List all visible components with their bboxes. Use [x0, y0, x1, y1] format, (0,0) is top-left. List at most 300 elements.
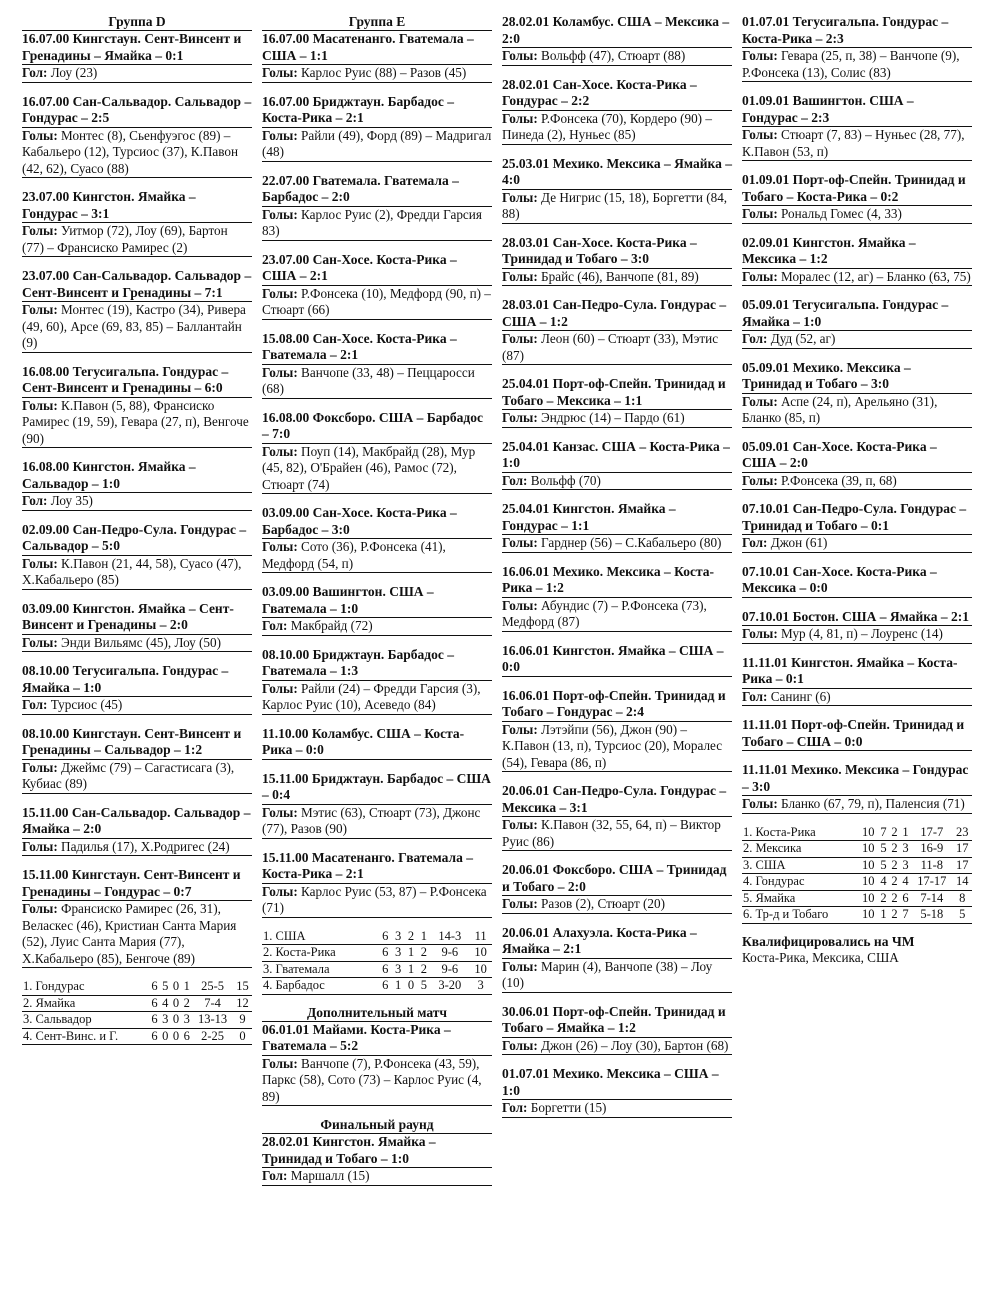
match-heading: 01.07.01 Тегусигальпа. Гондурас – Коста-Рика – 2:3 [742, 14, 972, 48]
match-goals [502, 535, 732, 553]
match-entry [502, 688, 732, 773]
team-name: 3. Гватемала [262, 961, 379, 978]
match-goals [742, 127, 972, 161]
stat-cell: 2 [878, 890, 889, 907]
goals-label: Голы: [262, 65, 298, 80]
goals-text: Разов (2), Стюарт (20) [541, 896, 665, 911]
match-entry [502, 77, 732, 145]
match-goals [22, 223, 252, 257]
team-name: 1. США [262, 929, 379, 945]
goals-label: Голы: [22, 127, 58, 143]
match-goals [742, 331, 972, 349]
match-entry [262, 31, 492, 83]
match-goals [22, 65, 252, 83]
goals-label: Гол: [742, 535, 768, 550]
match-heading: 25.04.01 Кингстон. Ямайка – Гондурас – 1:1 [502, 501, 732, 535]
goals-text: Вольфф (70) [530, 472, 601, 488]
goals-text: Рональд Гомес (4, 33) [781, 206, 902, 221]
team-name: 2. Мексика [742, 841, 859, 858]
goals-label: Голы: [742, 127, 778, 142]
match-goals [262, 884, 492, 918]
goals-text: Карлос Руис (53, 87) – Р.Фонсека (71) [262, 883, 487, 915]
match-goals [502, 1100, 732, 1118]
stat-cell: 10 [859, 907, 878, 924]
match-heading: 23.07.00 Кингстон. Ямайка – Гондурас – 3:1 [22, 189, 252, 223]
goals-label: Голы: [22, 223, 58, 238]
goals-label: Голы: [742, 626, 778, 641]
match-goals [742, 626, 972, 644]
column-4 [742, 14, 972, 967]
stat-cell: 3 [392, 945, 405, 962]
stat-cell: 17-17 [911, 874, 953, 891]
goals-label: Голы: [502, 410, 538, 425]
match-heading: 16.07.00 Сан-Сальвадор. Сальвадор – Гондурас – 2:5 [22, 94, 252, 128]
match-goals [742, 473, 972, 491]
stat-cell: 5 [878, 841, 889, 858]
match-goals [502, 959, 732, 993]
match-entry [742, 717, 972, 751]
match-entry [262, 331, 492, 399]
stat-cell: 2 [889, 907, 900, 924]
match-goals [262, 1168, 492, 1186]
stat-cell: 6 [149, 1012, 160, 1029]
match-entry [502, 376, 732, 428]
goals-label: Голы: [262, 680, 298, 696]
goals-text: Леон (60) – Стюарт (33), Мэтис (87) [502, 331, 719, 363]
stat-cell: 5 [417, 978, 430, 995]
match-goals [502, 473, 732, 491]
stat-cell: 2 [889, 841, 900, 858]
match-heading: 20.06.01 Фоксборо. США – Тринидад и Тобаго – 2:0 [502, 862, 732, 896]
stat-cell: 10 [859, 841, 878, 858]
match-heading: 16.06.01 Кингстон. Ямайка – США – 0:0 [502, 643, 732, 677]
match-entry [502, 783, 732, 851]
match-heading: 25.04.01 Порт-оф-Спейн. Тринидад и Тобаго – Мексика – 1:1 [502, 376, 732, 410]
match-goals [502, 111, 732, 145]
stat-cell: 0 [171, 1028, 182, 1045]
match-goals [742, 206, 972, 224]
match-heading: 22.07.00 Гватемала. Гватемала – Барбадос – 2:0 [262, 173, 492, 207]
match-heading: 02.09.01 Кингстон. Ямайка – Мексика – 1:2 [742, 235, 972, 269]
team-name: 1. Коста-Рика [742, 825, 859, 841]
standings-row [742, 874, 972, 891]
goals-text: Джеймс (79) – Сагастисага (3), Кубиас (89) [22, 759, 235, 791]
match-heading: 30.06.01 Порт-оф-Спейн. Тринидад и Тобаго – Ямайка – 1:2 [502, 1004, 732, 1038]
stat-cell: 2 [889, 890, 900, 907]
goals-text: Поуп (14), Макбрайд (28), Мур (45, 82), О'Брайен (46), Рамос (72), Стюарт (74) [262, 443, 476, 492]
goals-label: Голы: [742, 393, 778, 409]
match-entry [262, 505, 492, 573]
match-entry [22, 726, 252, 794]
match-entry [262, 252, 492, 320]
team-name: 3. США [742, 857, 859, 874]
goals-label: Голы: [502, 1037, 538, 1053]
goals-text: Мэтис (63), Стюарт (73), Джонс (77), Разов (90) [262, 804, 481, 836]
stat-cell: 3 [160, 1012, 171, 1029]
standings-row [742, 907, 972, 924]
match-entry [22, 364, 252, 449]
stat-cell: 14-3 [430, 929, 469, 945]
match-goals [262, 681, 492, 715]
match-heading: 16.07.00 Бриджтаун. Барбадос – Коста-Рика – 2:1 [262, 94, 492, 128]
match-entry [22, 663, 252, 715]
match-heading: 28.02.01 Кингстон. Ямайка – Тринидад и Тобаго – 1:0 [262, 1134, 492, 1168]
goals-text: Карлос Руис (88) – Разов (45) [301, 65, 467, 80]
match-heading: 16.08.00 Кингстон. Ямайка – Сальвадор – 1:0 [22, 459, 252, 493]
stat-cell: 3 [469, 978, 492, 995]
goals-text: Падилья (17), Х.Родригес (24) [61, 838, 230, 854]
match-entry [742, 360, 972, 428]
match-goals [502, 331, 732, 365]
goals-text: К.Павон (21, 44, 58), Суасо (47), Х.Кабальеро (85) [22, 555, 242, 587]
stat-cell: 10 [859, 890, 878, 907]
stat-cell: 5-18 [911, 907, 953, 924]
goals-label: Голы: [742, 796, 778, 811]
stat-cell: 9-6 [430, 945, 469, 962]
goals-text: Райли (24) – Фредди Гарсия (3), Карлос Руис (10), Асеведо (84) [262, 680, 481, 712]
goals-label: Гол: [502, 472, 528, 488]
match-heading: 01.09.01 Порт-оф-Спейн. Тринидад и Тобаго – Коста-Рика – 0:2 [742, 172, 972, 206]
team-name: 2. Ямайка [22, 995, 149, 1012]
stat-cell: 1 [900, 825, 911, 841]
stat-cell: 4 [900, 874, 911, 891]
goals-label: Голы: [262, 1055, 298, 1071]
stat-cell: 7 [878, 825, 889, 841]
stat-cell: 3 [900, 857, 911, 874]
stat-cell: 3 [900, 841, 911, 858]
goals-label: Голы: [262, 285, 298, 301]
match-heading: 15.11.00 Кингстаун. Сент-Винсент и Гренадины – Гондурас – 0:7 [22, 867, 252, 901]
standings-row [262, 978, 492, 995]
standings-row [742, 841, 972, 858]
stat-cell: 17-7 [911, 825, 953, 841]
standings-row [22, 979, 252, 995]
stat-cell: 6 [900, 890, 911, 907]
match-heading: 08.10.00 Тегусигальпа. Гондурас – Ямайка – 1:0 [22, 663, 252, 697]
match-entry [502, 235, 732, 287]
match-entry [502, 1066, 732, 1118]
match-entry [22, 522, 252, 590]
stat-cell: 0 [171, 995, 182, 1012]
match-entry [502, 1004, 732, 1056]
stat-cell: 3-20 [430, 978, 469, 995]
match-entry [502, 297, 732, 365]
match-goals [502, 722, 732, 773]
match-goals [22, 635, 252, 653]
stat-cell: 1 [392, 978, 405, 995]
match-entry [502, 643, 732, 677]
match-goals [262, 286, 492, 320]
match-goals [22, 760, 252, 794]
standings-row [22, 1028, 252, 1045]
goals-label: Голы: [262, 364, 298, 380]
match-entry [262, 850, 492, 918]
match-heading: 02.09.00 Сан-Педро-Сула. Гондурас – Сальвадор – 5:0 [22, 522, 252, 556]
stat-cell: 2 [405, 929, 418, 945]
standings-row [22, 995, 252, 1012]
goals-text: Марин (4), Ванчопе (38) – Лоу (10) [502, 958, 713, 990]
goals-text: Моралес (12, аг) – Бланко (63, 75) [781, 268, 971, 284]
team-name: 3. Сальвадор [22, 1012, 149, 1029]
goals-label: Голы: [262, 443, 298, 459]
match-entry [262, 771, 492, 839]
match-heading: 15.11.00 Сан-Сальвадор. Сальвадор – Ямайка – 2:0 [22, 805, 252, 839]
goals-label: Голы: [22, 634, 58, 650]
goals-text: Аспе (24, п), Арельяно (31), Бланко (85, п) [742, 393, 938, 425]
goals-text: Бланко (67, 79, п), Паленсия (71) [781, 796, 965, 811]
match-heading: 05.09.01 Тегусигальпа. Гондурас – Ямайка – 1:0 [742, 297, 972, 331]
goals-label: Голы: [262, 883, 298, 899]
goals-text: Стюарт (7, 83) – Нуньес (28, 77), К.Павон (53, п) [742, 127, 965, 159]
stat-cell: 15 [233, 979, 252, 995]
match-goals [742, 796, 972, 814]
match-heading: 23.07.00 Сан-Хосе. Коста-Рика – США – 2:1 [262, 252, 492, 286]
match-goals [262, 805, 492, 839]
standings-row [262, 929, 492, 945]
match-heading: 23.07.00 Сан-Сальвадор. Сальвадор – Сент-Винсент и Гренадины – 7:1 [22, 268, 252, 302]
match-entry [742, 14, 972, 82]
match-heading: 03.09.00 Сан-Хосе. Коста-Рика – Барбадос – 3:0 [262, 505, 492, 539]
goals-label: Голы: [502, 110, 538, 126]
stat-cell: 7-4 [192, 995, 233, 1012]
goals-label: Голы: [742, 48, 778, 63]
goals-label: Голы: [502, 817, 538, 832]
stat-cell: 1 [181, 979, 192, 995]
goals-text: Р.Фонсека (70), Кордеро (90) – Пинеда (2), Нуньес (85) [502, 110, 712, 142]
match-entry [22, 805, 252, 857]
goals-text: Боргетти (15) [530, 1100, 607, 1115]
match-heading: 11.11.01 Мехико. Мексика – Гондурас – 3:0 [742, 762, 972, 796]
match-heading: 25.03.01 Мехико. Мексика – Ямайка – 4:0 [502, 156, 732, 190]
stat-cell: 9-6 [430, 961, 469, 978]
match-entry [22, 94, 252, 179]
standings-row [742, 857, 972, 874]
goals-label: Голы: [502, 896, 538, 911]
goals-text: Лоу (23) [50, 65, 98, 80]
team-name: 4. Сент-Винс. и Г. [22, 1028, 149, 1045]
match-entry [262, 726, 492, 760]
stat-cell: 1 [878, 907, 889, 924]
stat-cell: 7 [900, 907, 911, 924]
match-heading: 07.10.01 Сан-Педро-Сула. Гондурас – Тринидад и Тобаго – 0:1 [742, 501, 972, 535]
team-name: 4. Барбадос [262, 978, 379, 995]
goals-text: Джон (61) [770, 535, 828, 550]
goals-text: Джон (26) – Лоу (30), Бартон (68) [541, 1037, 729, 1053]
goals-text: Лэтэйпи (56), Джон (90) – К.Павон (13, п), Турсиос (20), Моралес (54), Гевара (86, п) [502, 721, 723, 770]
goals-text: К.Павон (32, 55, 64, п) – Виктор Руис (86) [502, 817, 721, 849]
goals-label: Гол: [22, 697, 48, 712]
match-entry [22, 31, 252, 83]
match-entry [742, 501, 972, 553]
match-heading: 28.03.01 Сан-Педро-Сула. Гондурас – США – 1:2 [502, 297, 732, 331]
match-entry [262, 1022, 492, 1107]
goals-text: Гарднер (56) – С.Кабальеро (80) [541, 535, 722, 550]
match-goals [262, 539, 492, 573]
goals-label: Голы: [502, 331, 538, 346]
goals-label: Голы: [742, 472, 778, 488]
goals-label: Гол: [22, 493, 48, 508]
match-heading: 05.09.01 Сан-Хосе. Коста-Рика – США – 2:0 [742, 439, 972, 473]
match-goals [262, 444, 492, 495]
goals-label: Гол: [262, 1168, 288, 1183]
match-heading: 20.06.01 Алахуэла. Коста-Рика – Ямайка – 2:1 [502, 925, 732, 959]
match-heading: 28.02.01 Сан-Хосе. Коста-Рика – Гондурас – 2:2 [502, 77, 732, 111]
stat-cell: 0 [171, 979, 182, 995]
match-heading: 16.06.01 Порт-оф-Спейн. Тринидад и Тобаго – Гондурас – 2:4 [502, 688, 732, 722]
match-heading: 01.07.01 Мехико. Мексика – США – 1:0 [502, 1066, 732, 1100]
match-entry [502, 862, 732, 914]
match-entry [262, 584, 492, 636]
match-heading: 20.06.01 Сан-Педро-Сула. Гондурас – Мексика – 3:1 [502, 783, 732, 817]
stat-cell: 17 [953, 857, 972, 874]
match-entry [22, 268, 252, 353]
match-heading: 15.11.00 Масатенанго. Гватемала – Коста-Рика – 2:1 [262, 850, 492, 884]
goals-label: Голы: [22, 397, 58, 413]
goals-label: Гол: [22, 65, 48, 80]
match-entry [742, 297, 972, 349]
match-entry [502, 925, 732, 993]
match-entry [22, 867, 252, 968]
match-entry [262, 94, 492, 162]
match-entry [742, 564, 972, 598]
goals-label: Гол: [262, 618, 288, 633]
match-entry [262, 173, 492, 241]
stat-cell: 2-25 [192, 1028, 233, 1045]
match-entry [742, 235, 972, 287]
match-heading: 16.07.00 Кингстаун. Сент-Винсент и Гренадины – Ямайка – 0:1 [22, 31, 252, 65]
group-title: Группа Е [262, 14, 492, 31]
match-heading: 28.03.01 Сан-Хосе. Коста-Рика – Тринидад и Тобаго – 3:0 [502, 235, 732, 269]
match-goals [742, 535, 972, 553]
match-entry [742, 172, 972, 224]
goals-text: Санинг (6) [770, 688, 831, 704]
team-name: 6. Тр-д и Тобаго [742, 907, 859, 924]
match-heading: 16.08.00 Тегусигальпа. Гондурас – Сент-Винсент и Гренадины – 6:0 [22, 364, 252, 398]
goals-text: Абундис (7) – Р.Фонсека (73), Медфорд (87) [502, 597, 707, 629]
match-goals [22, 398, 252, 449]
column-2 [262, 14, 492, 1197]
qualified-teams: Коста-Рика, Мексика, США [742, 950, 899, 965]
match-entry [742, 762, 972, 814]
standings-row [742, 825, 972, 841]
match-goals [22, 839, 252, 857]
goals-text: Монтес (8), Сьенфуэгос (89) – Кабальеро (12), Турсиос (37), К.Павон (42, 62), Суасо (88) [22, 127, 239, 176]
stat-cell: 2 [417, 961, 430, 978]
stat-cell: 14 [953, 874, 972, 891]
stat-cell: 2 [417, 945, 430, 962]
stat-cell: 12 [233, 995, 252, 1012]
stat-cell: 6 [379, 978, 392, 995]
match-heading: 03.09.00 Вашингтон. США – Гватемала – 1:0 [262, 584, 492, 618]
goals-label: Гол: [742, 331, 768, 346]
goals-text: Сото (36), Р.Фонсека (41), Медфорд (54, п) [262, 539, 446, 571]
stat-cell: 5 [878, 857, 889, 874]
match-heading: 16.08.00 Фоксборо. США – Барбадос – 7:0 [262, 410, 492, 444]
stat-cell: 23 [953, 825, 972, 841]
match-heading: 11.11.01 Кингстон. Ямайка – Коста-Рика – 0:1 [742, 655, 972, 689]
standings-row [742, 890, 972, 907]
match-goals [262, 207, 492, 241]
goals-text: Дуд (52, аг) [770, 331, 836, 346]
match-goals [742, 269, 972, 287]
match-entry [502, 156, 732, 224]
goals-label: Голы: [262, 804, 298, 820]
match-heading: 08.10.00 Бриджтаун. Барбадос – Гватемала – 1:3 [262, 647, 492, 681]
group-title: Группа D [22, 14, 252, 31]
stat-cell: 6 [181, 1028, 192, 1045]
goals-text: Турсиос (45) [50, 697, 123, 712]
stat-cell: 11-8 [911, 857, 953, 874]
match-heading: 25.04.01 Канзас. США – Коста-Рика – 1:0 [502, 439, 732, 473]
stat-cell: 2 [889, 825, 900, 841]
goals-label: Голы: [262, 206, 298, 222]
stat-cell: 17 [953, 841, 972, 858]
match-entry [502, 14, 732, 66]
match-goals [22, 302, 252, 353]
goals-label: Голы: [22, 901, 58, 916]
goals-text: Уитмор (72), Лоу (69), Бартон (77) – Франсиско Рамирес (2) [22, 223, 228, 255]
match-heading: 28.02.01 Коламбус. США – Мексика – 2:0 [502, 14, 732, 48]
column-1 [22, 14, 252, 1055]
match-goals [502, 269, 732, 287]
goals-text: Ванчопе (7), Р.Фонсека (43, 59), Паркс (58), Сото (73) – Карлос Руис (4, 89) [262, 1055, 482, 1104]
match-goals [22, 128, 252, 179]
goals-text: Райли (49), Форд (89) – Мадригал (48) [262, 127, 492, 159]
goals-text: К.Павон (5, 88), Франсиско Рамирес (19, 59), Гевара (27, п), Венгоче (90) [22, 397, 249, 446]
qualified-title: Квалифицировались на ЧМ [742, 933, 915, 949]
team-name: 1. Гондурас [22, 979, 149, 995]
goals-text: Макбрайд (72) [290, 618, 373, 633]
match-heading: 11.11.01 Порт-оф-Спейн. Тринидад и Тобаго – США – 0:0 [742, 717, 972, 751]
goals-label: Голы: [502, 597, 538, 613]
match-entry [502, 501, 732, 553]
goals-label: Голы: [262, 127, 298, 143]
goals-label: Голы: [22, 838, 58, 854]
match-goals [502, 1038, 732, 1056]
match-entry [502, 564, 732, 632]
stat-cell: 0 [171, 1012, 182, 1029]
stat-cell: 25-5 [192, 979, 233, 995]
goals-text: Де Нигрис (15, 18), Боргетти (84, 88) [502, 189, 728, 221]
stat-cell: 0 [233, 1028, 252, 1045]
match-goals [262, 128, 492, 162]
goals-label: Голы: [502, 268, 538, 284]
stat-cell: 6 [379, 945, 392, 962]
stat-cell: 6 [149, 1028, 160, 1045]
standings-table [262, 929, 492, 995]
match-goals [502, 817, 732, 851]
goals-text: Франсиско Рамирес (26, 31), Веласкес (46), Кристиан Санта Мария (52), Луис Санта Мария (77), Х.Кабальеро (85), Бенгоче (89) [22, 901, 237, 966]
stat-cell: 2 [889, 857, 900, 874]
stat-cell: 11 [469, 929, 492, 945]
stat-cell: 1 [405, 945, 418, 962]
goals-label: Голы: [502, 535, 538, 550]
stat-cell: 4 [160, 995, 171, 1012]
match-goals [502, 598, 732, 632]
section-title: Финальный раунд [262, 1117, 492, 1134]
match-goals [262, 618, 492, 636]
match-goals [22, 901, 252, 968]
match-entry [22, 601, 252, 653]
goals-label: Голы: [262, 539, 298, 554]
match-heading: 01.09.01 Вашингтон. США – Гондурас – 2:3 [742, 93, 972, 127]
goals-text: Лоу 35) [50, 493, 93, 508]
stat-cell: 7-14 [911, 890, 953, 907]
stat-cell: 6 [149, 995, 160, 1012]
match-heading: 03.09.00 Кингстон. Ямайка – Сент-Винсент и Гренадины – 2:0 [22, 601, 252, 635]
stat-cell: 6 [379, 929, 392, 945]
goals-label: Голы: [502, 189, 538, 205]
